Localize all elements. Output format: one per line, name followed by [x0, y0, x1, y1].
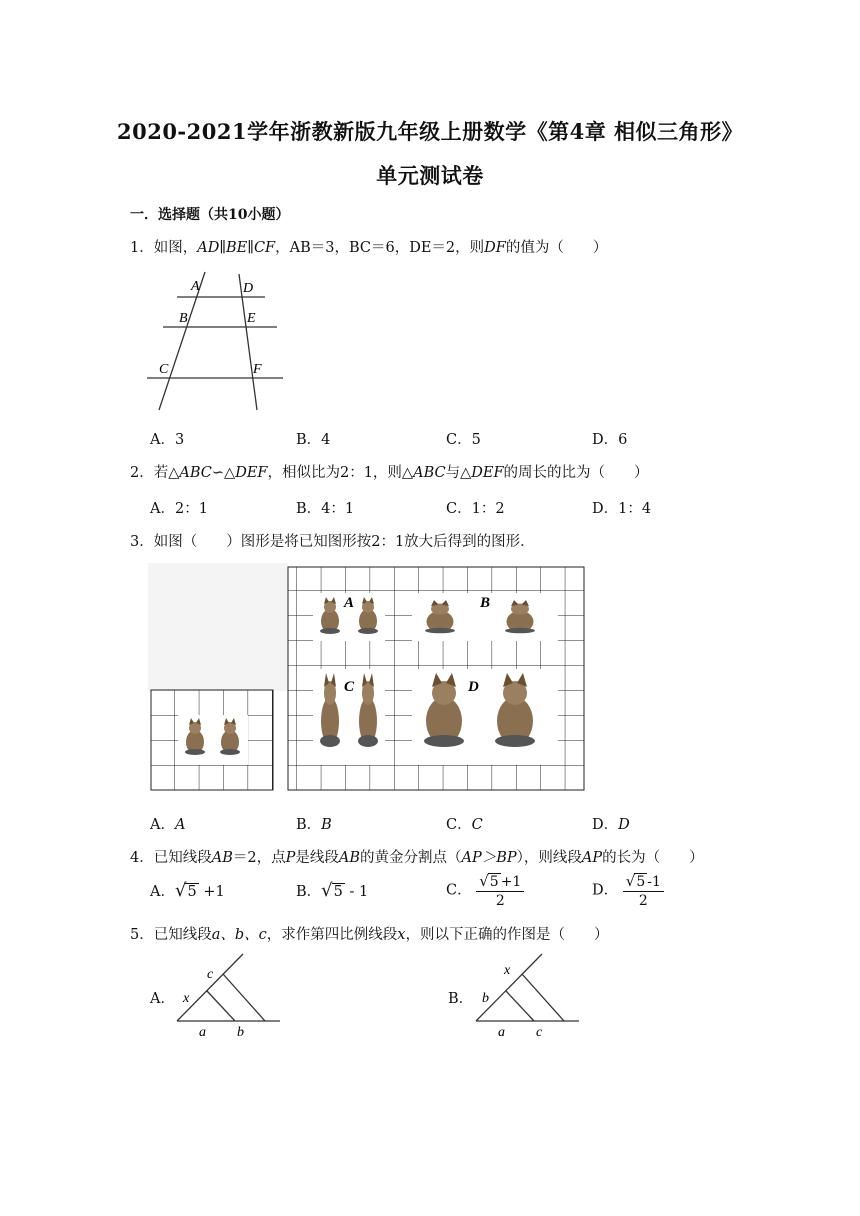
q3-label-b: B: [480, 595, 491, 611]
q4-option-b[interactable]: B．√5 - 1: [296, 880, 369, 901]
q5a-label-x: x: [183, 991, 190, 1006]
page-subtitle: 单元测试卷: [376, 163, 484, 188]
q5-option-b[interactable]: B．: [448, 991, 474, 1007]
q5-option-a-figure: [175, 950, 285, 1042]
q3-option-d[interactable]: D．D: [592, 817, 630, 833]
q5b-label-x: x: [504, 963, 511, 978]
q3-option-b[interactable]: B．B: [296, 817, 332, 833]
q4-option-a[interactable]: A．√5 +1: [150, 880, 225, 901]
q1-option-a[interactable]: A．3: [150, 432, 185, 448]
section-heading: 一．选择题（共10小题）: [130, 207, 290, 223]
q3-option-c[interactable]: C．C: [446, 817, 483, 833]
q1-label-c: C: [159, 362, 169, 377]
q2-option-a[interactable]: A．2：1: [150, 501, 208, 517]
q1-parallel-lines-figure: [145, 270, 290, 415]
q1-option-d[interactable]: D．6: [592, 432, 628, 448]
q2-option-c[interactable]: C．1：2: [446, 501, 505, 517]
q5-option-a[interactable]: A．: [150, 991, 175, 1007]
q1-label-f: F: [253, 362, 262, 377]
q2-option-b[interactable]: B．4：1: [296, 501, 355, 517]
page-title: 2020-2021学年浙教新版九年级上册数学《第4章 相似三角形》: [116, 119, 744, 144]
question-3: 3．如图（ ）图形是将已知图形按2：1放大后得到的图形．: [130, 534, 535, 550]
q5-option-b-figure: [474, 950, 584, 1042]
q5a-label-c: c: [207, 967, 214, 982]
question-4: 4．已知线段AB＝2，点P是线段AB的黄金分割点（AP＞BP），则线段AP的长为（ ）: [130, 850, 704, 866]
q1-label-a: A: [191, 279, 200, 294]
question-2: 2．若△ABC∽△DEF，相似比为2：1，则△ABC与△DEF的周长的比为（ ）: [130, 465, 649, 481]
question-1: 1．如图，AD∥BE∥CF，AB＝3，BC＝6，DE＝2，则DF的值为（ ）: [130, 240, 608, 256]
q3-label-c: C: [344, 679, 355, 695]
question-5: 5．已知线段a、b、c，求作第四比例线段x，则以下正确的作图是（ ）: [130, 927, 609, 943]
q1-label-e: E: [247, 311, 256, 326]
q1-option-b[interactable]: B．4: [296, 432, 331, 448]
q5b-label-c: c: [536, 1025, 543, 1040]
q3-grid-figure: [150, 565, 590, 795]
q1-label-d: D: [243, 281, 254, 296]
q3-label-a: A: [344, 595, 355, 611]
q1-option-c[interactable]: C．5: [446, 432, 481, 448]
q1-label-b: B: [179, 311, 188, 326]
q5a-label-b: b: [237, 1025, 244, 1040]
q4-option-c[interactable]: C． $\frac{√5 +1}{2}$: [446, 872, 524, 909]
q3-option-a[interactable]: A．A: [150, 817, 186, 833]
q2-option-d[interactable]: D．1：4: [592, 501, 652, 517]
q5b-label-b: b: [482, 991, 489, 1006]
q3-label-d: D: [468, 679, 479, 695]
q5a-label-a: a: [199, 1025, 206, 1040]
q5b-label-a: a: [498, 1025, 505, 1040]
q4-option-d[interactable]: D． $\frac{√5 -1}{2}$: [592, 872, 664, 909]
